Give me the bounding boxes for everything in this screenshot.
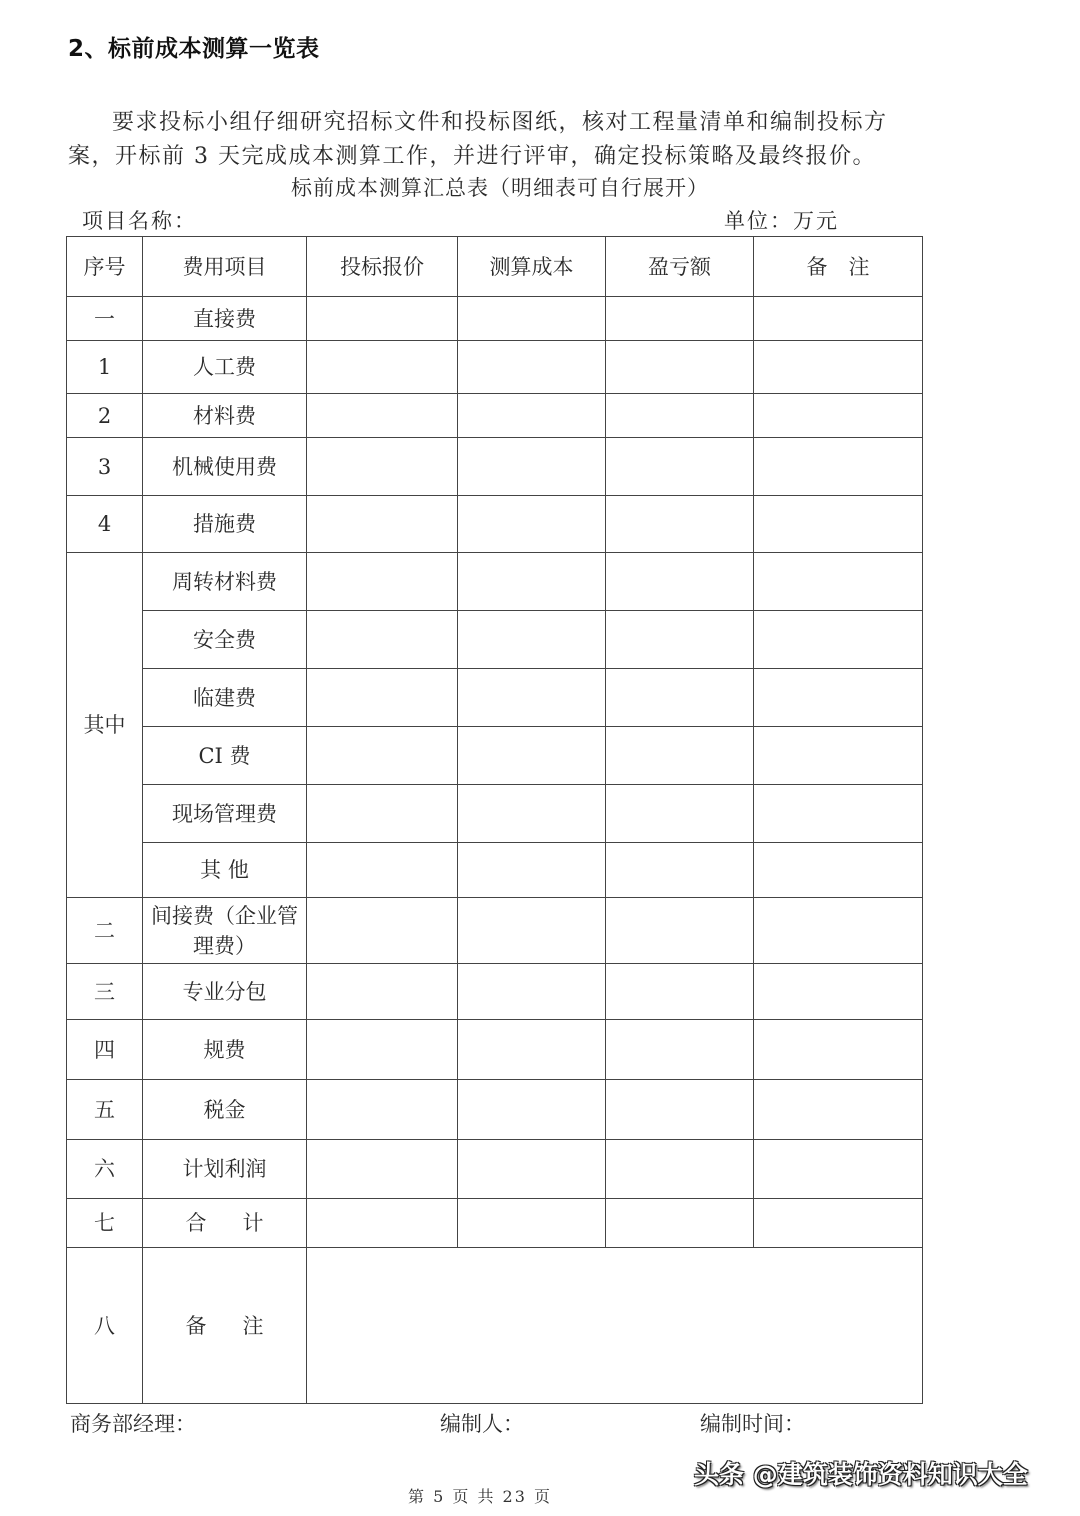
table-row xyxy=(67,1080,923,1140)
profit-loss-cell[interactable] xyxy=(606,1199,754,1248)
section-heading: 2、标前成本测算一览表 xyxy=(68,36,320,62)
table-row xyxy=(67,843,923,898)
bid-price-cell[interactable] xyxy=(307,496,458,553)
estimated-cost-cell[interactable] xyxy=(458,1020,606,1080)
profit-loss-cell[interactable] xyxy=(606,843,754,898)
profit-loss-cell[interactable] xyxy=(606,1140,754,1199)
profit-loss-cell[interactable] xyxy=(606,785,754,843)
bid-price-cell[interactable] xyxy=(307,898,458,964)
bid-price-cell[interactable] xyxy=(307,843,458,898)
estimated-cost-cell[interactable] xyxy=(458,1080,606,1140)
row-item: 措施费 xyxy=(143,496,307,553)
profit-loss-cell[interactable] xyxy=(606,1080,754,1140)
remarks-cell[interactable] xyxy=(754,1080,923,1140)
header-profit-loss: 盈亏额 xyxy=(606,237,754,297)
table-row xyxy=(67,669,923,727)
estimated-cost-cell[interactable] xyxy=(458,438,606,496)
estimated-cost-cell[interactable] xyxy=(458,727,606,785)
profit-loss-cell[interactable] xyxy=(606,898,754,964)
row-no: 七 xyxy=(67,1199,143,1248)
preparer-signature-label: 编制人： xyxy=(440,1412,524,1436)
estimated-cost-cell[interactable] xyxy=(458,843,606,898)
estimated-cost-cell[interactable] xyxy=(458,964,606,1020)
row-no-group: 其中 xyxy=(67,553,143,898)
remarks-cell[interactable] xyxy=(754,553,923,611)
bid-price-cell[interactable] xyxy=(307,341,458,394)
row-no: 3 xyxy=(67,438,143,496)
header-item: 费用项目 xyxy=(143,237,307,297)
estimated-cost-cell[interactable] xyxy=(458,496,606,553)
table-row xyxy=(67,553,923,611)
profit-loss-cell[interactable] xyxy=(606,964,754,1020)
bid-price-cell[interactable] xyxy=(307,1199,458,1248)
table-row xyxy=(67,297,923,341)
row-item: CI 费 xyxy=(143,727,307,785)
remarks-cell[interactable] xyxy=(754,785,923,843)
watermark: 头条 @建筑装饰资料知识大全 xyxy=(694,1460,1028,1489)
row-item: 机械使用费 xyxy=(143,438,307,496)
estimated-cost-cell[interactable] xyxy=(458,553,606,611)
row-item: 合计 xyxy=(143,1199,307,1248)
row-no: 2 xyxy=(67,394,143,438)
instruction-paragraph xyxy=(68,106,938,174)
row-item: 其 他 xyxy=(143,843,307,898)
row-item: 直接费 xyxy=(143,297,307,341)
row-item: 间接费（企业管理费） xyxy=(143,898,307,964)
bid-price-cell[interactable] xyxy=(307,1020,458,1080)
row-item: 备注 xyxy=(143,1248,307,1404)
table-row xyxy=(67,438,923,496)
bid-price-cell[interactable] xyxy=(307,297,458,341)
row-no: 四 xyxy=(67,1020,143,1080)
unit-label: 单位：万元 xyxy=(724,209,839,233)
estimated-cost-cell[interactable] xyxy=(458,611,606,669)
profit-loss-cell[interactable] xyxy=(606,1020,754,1080)
header-no: 序号 xyxy=(67,237,143,297)
project-name-label: 项目名称： xyxy=(82,209,197,233)
row-item: 现场管理费 xyxy=(143,785,307,843)
estimated-cost-cell[interactable] xyxy=(458,669,606,727)
table-row xyxy=(67,496,923,553)
estimated-cost-cell[interactable] xyxy=(458,394,606,438)
row-item: 税金 xyxy=(143,1080,307,1140)
table-row xyxy=(67,394,923,438)
row-no: 4 xyxy=(67,496,143,553)
remarks-cell[interactable] xyxy=(754,964,923,1020)
profit-loss-cell[interactable] xyxy=(606,341,754,394)
manager-signature-label: 商务部经理： xyxy=(70,1412,196,1436)
profit-loss-cell[interactable] xyxy=(606,611,754,669)
profit-loss-cell[interactable] xyxy=(606,438,754,496)
row-no: 八 xyxy=(67,1248,143,1404)
header-bid-price: 投标报价 xyxy=(307,237,458,297)
row-item: 临建费 xyxy=(143,669,307,727)
remarks-cell[interactable] xyxy=(754,669,923,727)
table-caption: 标前成本测算汇总表（明细表可自行展开） xyxy=(291,176,709,200)
table-row xyxy=(67,341,923,394)
row-item: 专业分包 xyxy=(143,964,307,1020)
table-row-remarks xyxy=(67,1248,923,1404)
table-row xyxy=(67,611,923,669)
cost-estimate-table xyxy=(66,236,923,1404)
page-number: 第 5 页 共 23 页 xyxy=(408,1487,552,1506)
remarks-cell[interactable] xyxy=(754,394,923,438)
row-no: 五 xyxy=(67,1080,143,1140)
header-remarks: 备 注 xyxy=(754,237,923,297)
remarks-cell[interactable] xyxy=(754,843,923,898)
estimated-cost-cell[interactable] xyxy=(458,341,606,394)
remarks-area[interactable] xyxy=(307,1248,923,1404)
row-item: 人工费 xyxy=(143,341,307,394)
profit-loss-cell[interactable] xyxy=(606,297,754,341)
remarks-cell[interactable] xyxy=(754,727,923,785)
bid-price-cell[interactable] xyxy=(307,964,458,1020)
estimated-cost-cell[interactable] xyxy=(458,898,606,964)
profit-loss-cell[interactable] xyxy=(606,553,754,611)
remarks-cell[interactable] xyxy=(754,297,923,341)
prep-time-label: 编制时间： xyxy=(700,1412,805,1436)
row-item: 材料费 xyxy=(143,394,307,438)
bid-price-cell[interactable] xyxy=(307,553,458,611)
bid-price-cell[interactable] xyxy=(307,394,458,438)
estimated-cost-cell[interactable] xyxy=(458,1140,606,1199)
estimated-cost-cell[interactable] xyxy=(458,785,606,843)
profit-loss-cell[interactable] xyxy=(606,669,754,727)
table-row xyxy=(67,727,923,785)
remarks-cell[interactable] xyxy=(754,1199,923,1248)
row-no: 1 xyxy=(67,341,143,394)
bid-price-cell[interactable] xyxy=(307,1140,458,1199)
profit-loss-cell[interactable] xyxy=(606,394,754,438)
estimated-cost-cell[interactable] xyxy=(458,1199,606,1248)
row-item: 周转材料费 xyxy=(143,553,307,611)
table-row xyxy=(67,898,923,964)
row-item: 计划利润 xyxy=(143,1140,307,1199)
bid-price-cell[interactable] xyxy=(307,438,458,496)
header-estimated-cost: 测算成本 xyxy=(458,237,606,297)
profit-loss-cell[interactable] xyxy=(606,727,754,785)
remarks-cell[interactable] xyxy=(754,898,923,964)
remarks-cell[interactable] xyxy=(754,341,923,394)
row-item: 规费 xyxy=(143,1020,307,1080)
row-no: 一 xyxy=(67,297,143,341)
remarks-cell[interactable] xyxy=(754,1140,923,1199)
bid-price-cell[interactable] xyxy=(307,785,458,843)
row-item: 安全费 xyxy=(143,611,307,669)
table-row xyxy=(67,1199,923,1248)
paragraph-line-2: 案，开标前 3 天完成成本测算工作，并进行评审，确定投标策略及最终报价。 xyxy=(68,144,876,169)
table-row xyxy=(67,1020,923,1080)
bid-price-cell[interactable] xyxy=(307,611,458,669)
table-row xyxy=(67,1140,923,1199)
bid-price-cell[interactable] xyxy=(307,669,458,727)
row-no: 三 xyxy=(67,964,143,1020)
table-row xyxy=(67,785,923,843)
remarks-cell[interactable] xyxy=(754,496,923,553)
profit-loss-cell[interactable] xyxy=(606,496,754,553)
row-no: 二 xyxy=(67,898,143,964)
table-header-row xyxy=(67,237,923,297)
estimated-cost-cell[interactable] xyxy=(458,297,606,341)
bid-price-cell[interactable] xyxy=(307,1080,458,1140)
row-no: 六 xyxy=(67,1140,143,1199)
table-row xyxy=(67,964,923,1020)
remarks-cell[interactable] xyxy=(754,438,923,496)
remarks-cell[interactable] xyxy=(754,611,923,669)
paragraph-line-1: 要求投标小组仔细研究招标文件和投标图纸，核对工程量清单和编制投标方 xyxy=(112,110,888,135)
remarks-cell[interactable] xyxy=(754,1020,923,1080)
bid-price-cell[interactable] xyxy=(307,727,458,785)
